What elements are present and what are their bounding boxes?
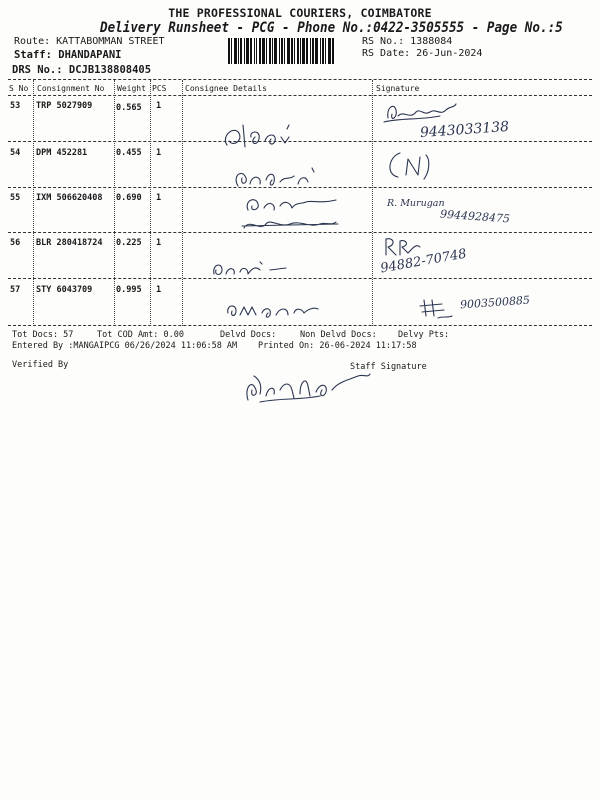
handwritten-phone: 94882-70748	[379, 246, 468, 277]
table-bottom-rule	[8, 325, 592, 326]
row-weight: 0.455	[116, 148, 142, 158]
consignee-signature	[222, 295, 332, 325]
col-divider	[372, 80, 373, 326]
verified-by-label: Verified By	[12, 360, 69, 370]
row-consignment: IXM 506620408	[36, 193, 103, 203]
handwritten-phone: 9944928475	[439, 207, 511, 226]
receiver-signature	[380, 145, 440, 185]
col-divider	[182, 80, 183, 326]
barcode	[228, 38, 352, 64]
row-consignment: STY 6043709	[36, 285, 93, 295]
row-sno: 54	[10, 148, 21, 158]
printed-on: Printed On: 26-06-2024 11:17:58	[258, 341, 417, 351]
col-divider	[150, 80, 151, 326]
col-header-pcs: PCS	[152, 84, 167, 93]
consignee-signature	[215, 115, 335, 155]
non-delivered-docs: Non Delvd Docs:	[300, 330, 377, 340]
rs-date: RS Date: 26-Jun-2024	[362, 48, 483, 59]
row-consignment: TRP 5027909	[36, 101, 93, 111]
row-sno: 56	[10, 238, 21, 248]
total-docs: Tot Docs: 57	[12, 330, 74, 340]
entered-by: Entered By :MANGAIPCG 06/26/2024 11:06:58 AM	[12, 341, 238, 351]
header-rule	[8, 95, 592, 96]
col-divider	[114, 80, 115, 326]
staff-signature-label: Staff Signature	[350, 362, 427, 372]
row-pcs: 1	[156, 238, 162, 248]
col-header-consignment: Consignment No	[37, 84, 105, 93]
handwritten-phone: 9443033138	[419, 118, 510, 142]
row-pcs: 1	[156, 101, 162, 111]
col-divider	[33, 80, 34, 326]
handwritten-signer-name: R. Murugan	[387, 198, 445, 209]
route: Route: KATTABOMMAN STREET	[14, 36, 165, 47]
staff-name: Staff: DHANDAPANI	[14, 49, 122, 61]
consignee-signature	[208, 252, 298, 282]
row-sno: 57	[10, 285, 21, 295]
row-sno: 53	[10, 101, 21, 111]
handwritten-phone: 9003500885	[459, 293, 531, 312]
col-header-weight: Weight	[117, 84, 146, 93]
col-header-consignee: Consignee Details	[185, 84, 267, 93]
row-consignment: BLR 280418724	[36, 238, 103, 248]
table-top-rule	[8, 79, 592, 80]
row-sno: 55	[10, 193, 21, 203]
drs-number: DRS No.: DCJB138808405	[12, 64, 152, 76]
company-name: THE PROFESSIONAL COURIERS, COIMBATORE	[168, 6, 432, 20]
col-header-signature: Signature	[376, 84, 420, 93]
consignee-signature	[240, 188, 360, 238]
runsheet-title: Delivery Runsheet - PCG - Phone No.:0422-3505555 - Page No.:5	[100, 20, 563, 36]
rs-number: RS No.: 1388084	[362, 36, 453, 47]
delivery-points: Delvy Pts:	[398, 330, 450, 340]
row-pcs: 1	[156, 148, 162, 158]
row-weight: 0.565	[116, 103, 142, 113]
total-cod-amount: Tot COD Amt: 0.00	[97, 330, 184, 340]
row-rule	[8, 278, 592, 279]
receiver-signature	[380, 98, 470, 130]
row-pcs: 1	[156, 193, 162, 203]
row-consignment: DPM 452281	[36, 148, 88, 158]
receiver-signature	[418, 296, 458, 322]
col-header-sno: S No	[9, 84, 29, 93]
row-weight: 0.690	[116, 193, 142, 203]
staff-signature	[240, 368, 380, 408]
receiver-signature	[380, 233, 430, 259]
delivered-docs: Delvd Docs:	[220, 330, 277, 340]
row-weight: 0.225	[116, 238, 142, 248]
row-pcs: 1	[156, 285, 162, 295]
row-weight: 0.995	[116, 285, 142, 295]
